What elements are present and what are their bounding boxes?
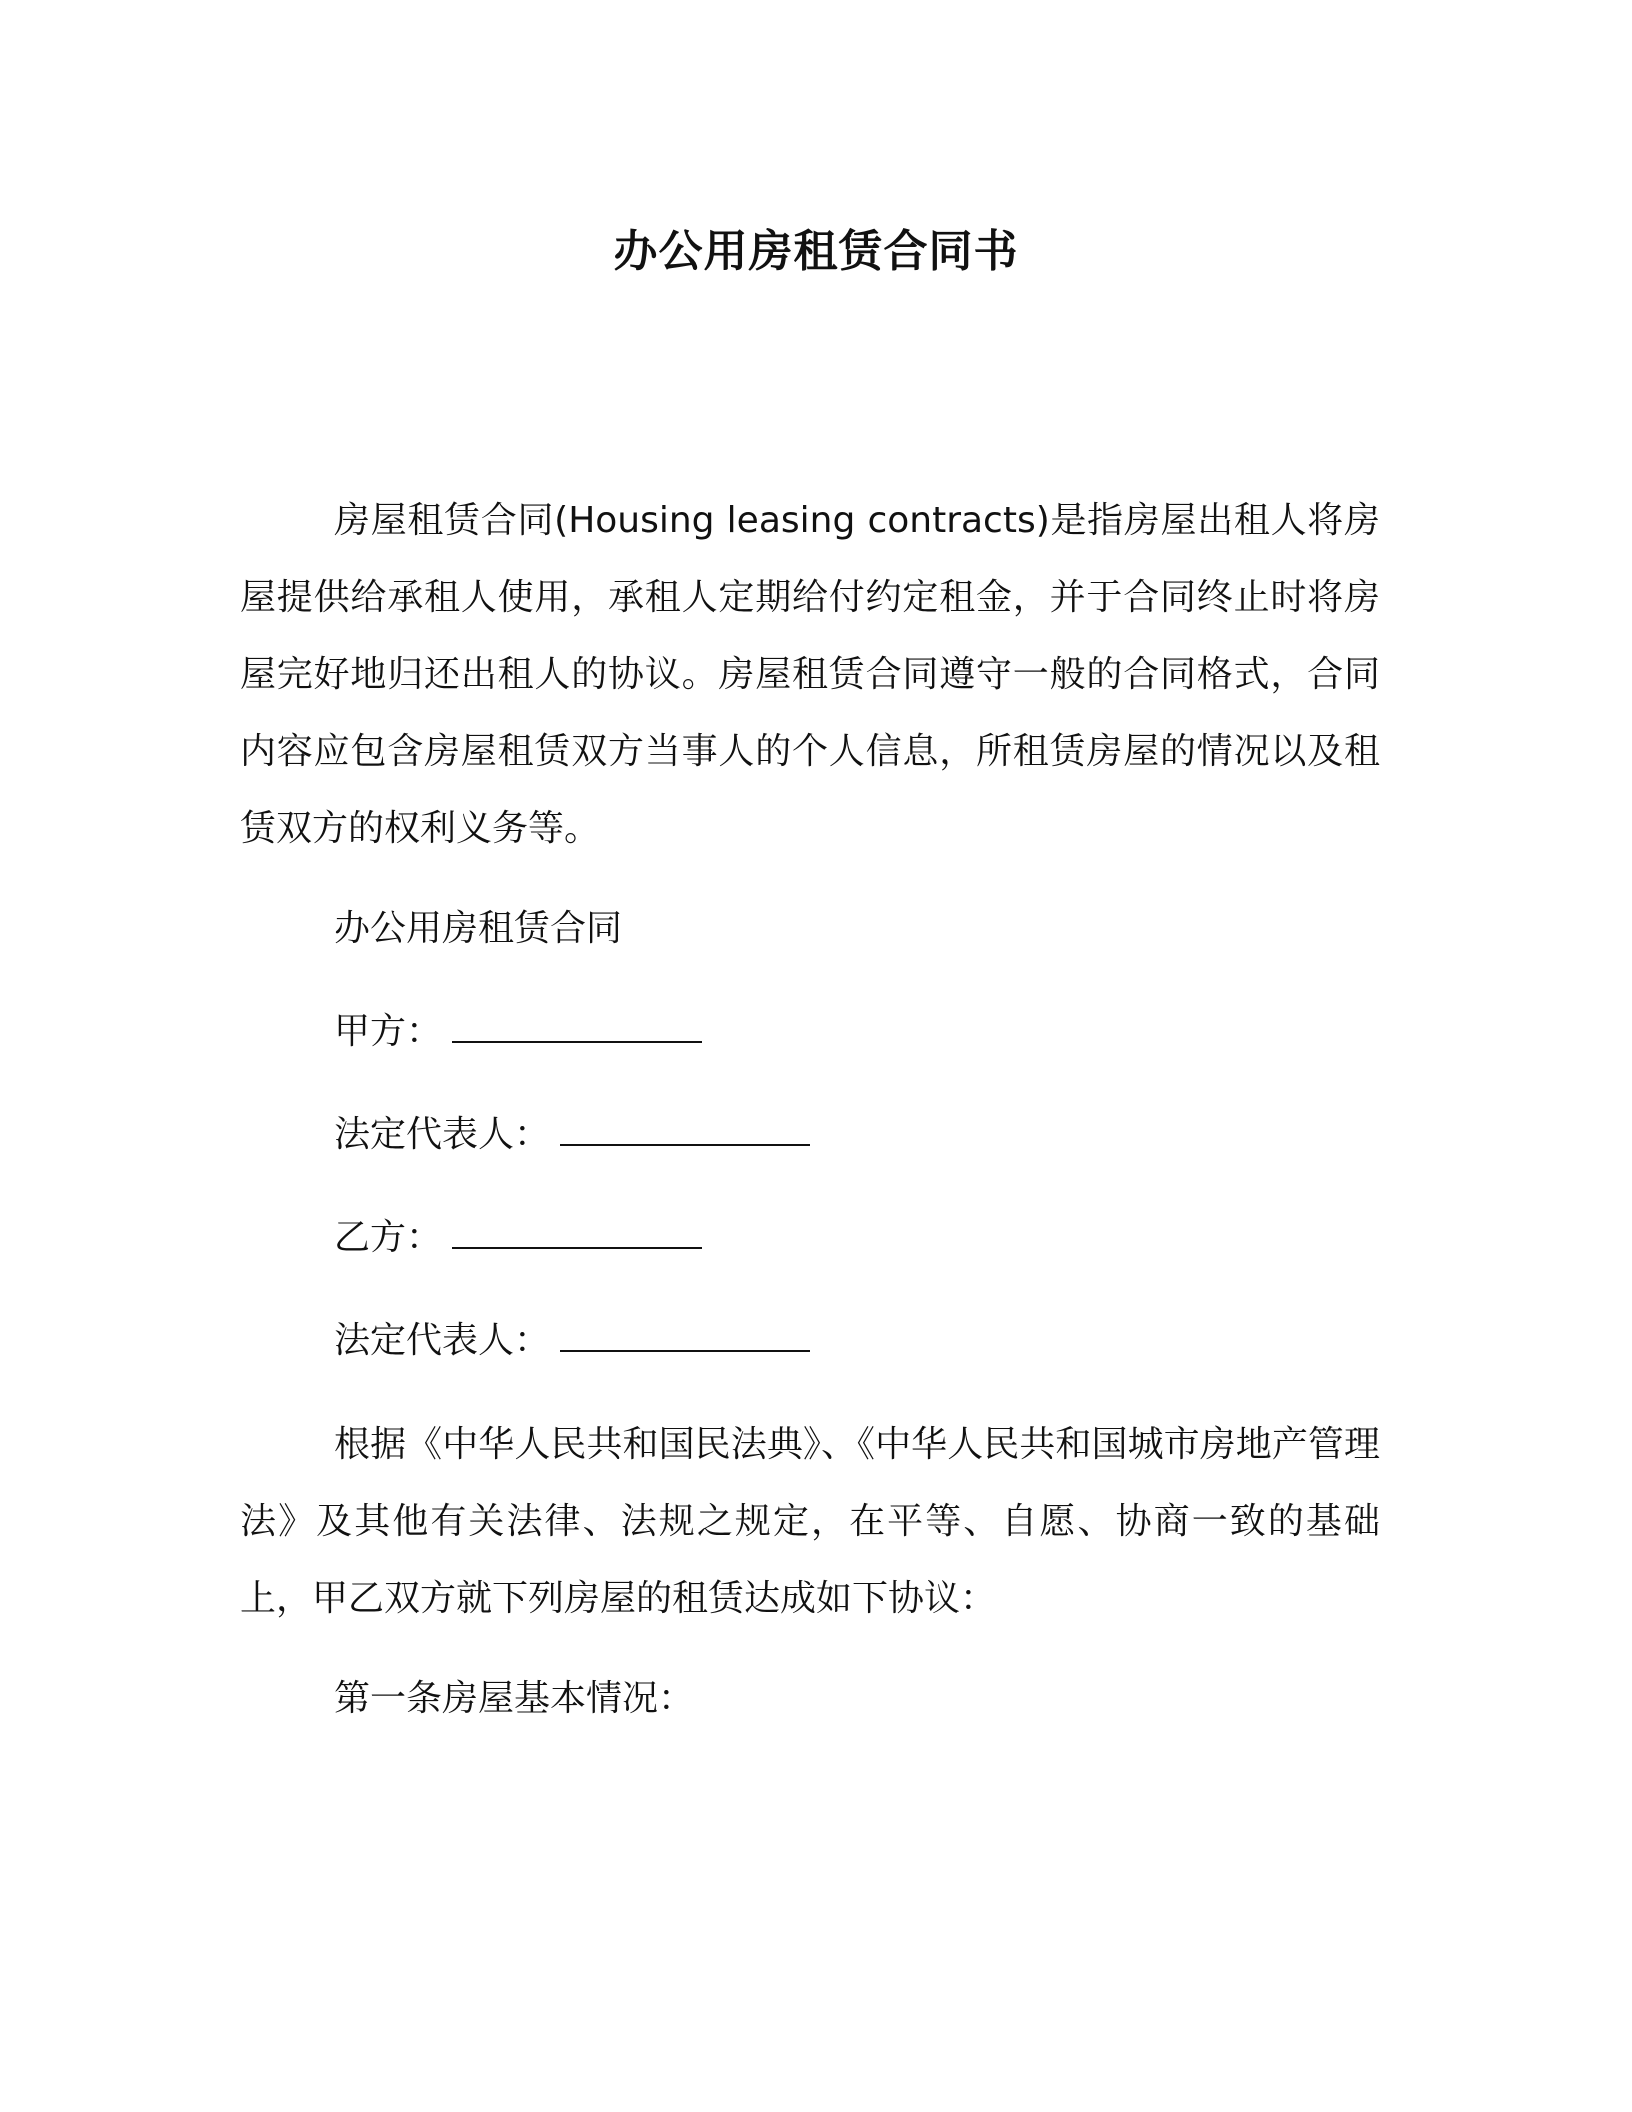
article-one-heading: 第一条房屋基本情况：	[334, 1678, 695, 1719]
party-b-rep-label: 法定代表人：	[334, 1320, 551, 1361]
basis-paragraph: 根据《中华人民共和国民法典》、《中华人民共和国城市房地产管理法》及其他有关法律、法规之规定，在平等、自愿、协商一致的基础上，甲乙双方就下列房屋的租赁达成如下协议：	[240, 1424, 1380, 1619]
party-a-rep-blank	[560, 1114, 810, 1146]
party-b-rep-line	[334, 1316, 810, 1366]
party-a-blank	[452, 1011, 702, 1043]
page-title: 办公用房租赁合同书	[613, 226, 1019, 277]
party-b-rep-blank	[560, 1320, 810, 1352]
intro-paragraph: 房屋租赁合同(Housing leasing contracts)是指房屋出租人将房屋提供给承租人使用，承租人定期给付约定租金，并于合同终止时将房屋完好地归还出租人的协议。房屋租赁合同遵守一般的合同格式，合同内容应包含房屋租赁双方当事人的个人信息，所租赁房屋的情况以及租赁双方的权利义务等。	[240, 500, 1380, 849]
party-a-rep-label: 法定代表人：	[334, 1114, 551, 1155]
party-a-label: 甲方：	[334, 1011, 443, 1052]
party-a-line	[334, 1007, 702, 1057]
party-a-rep-line	[334, 1110, 810, 1160]
party-b-line	[334, 1213, 702, 1263]
contract-heading: 办公用房租赁合同	[334, 908, 623, 949]
party-b-label: 乙方：	[334, 1217, 443, 1258]
party-b-blank	[452, 1217, 702, 1249]
